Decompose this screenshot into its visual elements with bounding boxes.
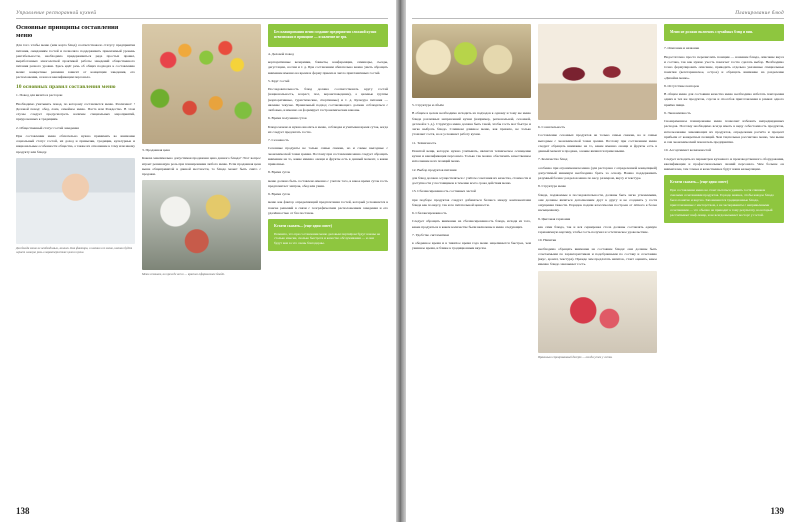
r-item-14-text: Своевременное планирование меню позволяет избежать непредвиденных расходов. Поэтому необходимо всегда иметь в виду себестоимость продуктов, использование заменяющих их продуктов, определение расчёта и процент прибыли от конкретных позиций. Чем тщательнее рассчитано меню, тем выше и сам экономический показатель предприятия. [664, 119, 785, 145]
r-item-11-text: необходимо обращать внимание на состояние блюда: они должны быть сочетаемыми по характеристикам и подобранными по составу и сочетанию (вкус, аромат, текстура). Прежде чем предлагать напиток, стоит оценить, какое именно блюдо заказывает гость. [538, 246, 658, 267]
rule-5-text: Последовательность блюд должна соответствовать кругу гостей (национальность, возраст, пол, вероисповедание), а целевые группы (корпоративные, туристические, спортивные) и т. д. Культура питания — явление текучее. Правильный подход составляющего должен соблюдаться с любовью, и именно он формирует гастрономические каноны. [268, 87, 389, 113]
rule-6-text: Блюда можно и нужно вносить в меню, соблюдая и учитывая время суток, когда их следует предлагать гостю. [268, 124, 389, 134]
r-item-5-title: 6. Сбалансированность [412, 211, 447, 215]
chef-photo [16, 158, 135, 244]
tip-box-left-title: Кстати сказать... (еще один совет) [274, 224, 332, 229]
folio-left: 138 [16, 506, 30, 516]
page-title: Основные принципы составления меню [16, 24, 119, 40]
tip-box-left-text: Помните, что при составлении меню деловым партнёрам будут важны не столько изыски, сколько быстрота и качество обслуживания — и они будут вам за это очень благодарны. [274, 231, 381, 246]
rule-3-title: 3. Продажная цена [142, 148, 170, 152]
r-item-14-title: 9. Экономичность [664, 110, 691, 115]
plates-photo [142, 180, 261, 270]
r-item-12-title: 7. Описание и название [664, 46, 700, 51]
rule-5-title: 5. Круг гостей [268, 78, 290, 83]
green-callout-left: Без планирования меню создание предприятия сложной кухни невозможно в принципе — и наличие не зря. [268, 24, 388, 47]
right-col-1 [412, 24, 531, 363]
rule-7-title: 7. Сезонность [268, 138, 289, 143]
left-page-columns [16, 24, 388, 280]
r-item-7-text: Составление сезонных продуктов не только самые свежие, но и самые выгодные с экономической точки зрения. Поэтому при составлении меню следует обращать внимание на то, какие именно овощи и фрукты есть в данный момент в продаже, а какие являются привозными. [538, 133, 658, 153]
r-item-9-text: блюда, подаваемые в последовательности, должны быть легко усвояемыми, они должны являться дополнением друг к другу и не создавать у гостя ощущения тяжести. Порядок подачи классически построен от лёгкого к более насыщенному. [538, 192, 658, 213]
left-col-3 [268, 24, 388, 280]
r-item-8-title: 7. Количество блюд [538, 157, 568, 162]
left-col-1 [16, 24, 135, 280]
r-item-9-title: 8. Структура меню [538, 184, 567, 189]
r-item-6-text: в обеденное время и в тяжёлое время года меню нацеливается быстрее, чем ужинное время, и ближе к традиционным вкусам. [412, 241, 532, 251]
rule-8-title: 8. Время суток [268, 170, 291, 175]
r-item-10-text: как сами блюда, так и вся сервировка стола должны составлять единую гармоничную картину, чтобы гость получил и эстетическое удовольствие. [538, 224, 658, 234]
rule-3-text: Какова максимально допустимая продажная цена данного блюда? Этот вопрос играет решающую роль при планировании любого меню. Если продажная цена выше общепринятой в данной местности, то блюдо может быть снято с продажи. [142, 156, 262, 176]
right-col-3 [664, 24, 784, 363]
dessert-photo-caption: Правильно сервированный десерт — всегда успех у гостя. [538, 354, 613, 359]
right-page [400, 0, 800, 522]
plates-photo-caption: Меню сезонное, но прежде всего — красиво оформленное блюдо. [142, 272, 225, 277]
r-item-3-text: для блюд должен осуществляться с учётом сочетания их качества, стоимости и доступности у поставщиков в течение всего срока действия меню. [412, 175, 532, 185]
tip-box-left [268, 219, 388, 251]
vegetables-photo [142, 24, 261, 144]
rule-4-title: 4. Деловой повод [268, 51, 294, 56]
rule-1-text: Необходимо учитывать повод, по которому составляется меню. Различают: • Деловой повод: обед, ланч, семейное меню. Паста или Рождество. В этом случае следует предусмотреть наличие специальных мероприятий, приуроченных к традициям. [16, 101, 136, 122]
r-item-13-title: 8. Отсутствие повторов [664, 83, 700, 88]
r-item-7-title: 6. Сознательность [538, 125, 566, 129]
tip-box-right-title: Кстати сказать... (еще один совет) [670, 180, 728, 185]
r-item-12-text: Недостаточно просто перечислить позиции — название блюда, описание вкуса и состава, так как нужно учесть помогает гостю сделать выбор. Необходимо точно формулировать описание, приводить отдельно указанные специальные пометки (вегетарианское, острое) и обращать внимание на разделение «Дизайна меню». [664, 54, 785, 80]
r-item-15-text: Следует исходить из параметров кухонного и производственного оборудования, квалификации и профессиональных знаний персонала. Чем больше он внимателен, тем точнее и качественнее будут ваши калькуляции. [664, 156, 785, 172]
rule-8-text: меню должно быть составлено именно с учетом того, в какое время суток гость предпочитает завтрак, обед или ужин. [268, 178, 389, 188]
rule-2-title: 2. Общественный статус гостей заведения [16, 125, 79, 130]
r-item-8-text: особенно при ограниченном меню (для ресторана с определенной концепцией) допустимый минимум необходимо брать за основу. Важно поддерживать разумный баланс разделов меню по весу, размерам, вкусу и текстуре. [538, 165, 658, 180]
folio-right: 139 [770, 506, 784, 516]
r-item-3-title: 12. Выбор продуктов питания [412, 167, 457, 172]
rule-9-text: меню как фактор определяющий предпочтения гостей, который усложняется в поиске решений в связи с географическим расположением заведения и его удалённостью от баз поставок. [268, 200, 389, 215]
r-item-11-title: 10. Напитки [538, 238, 557, 243]
basket-photo [412, 24, 531, 98]
dessert-photo [538, 271, 657, 353]
r-item-10-title: 9. Цветовая гармония [538, 216, 571, 221]
tip-box-right-text: При составлении меню не стоит пытаться удивить гостя слишком смелыми сочетаниями продуктов. Гораздо важнее, чтобы каждое блюдо было понятно и вкусно. Запоминаются традиционные блюда, приготовленные с мастерством, а не эксперименты с непривычными сочетаниями — это обычно не приводит к тому результату, на который рассчитывает шеф-повар, и не всегда вызывает восторг у гостей. [670, 187, 774, 217]
right-col-2 [538, 24, 657, 363]
r-item-2-title: 11. Техничность [412, 140, 437, 145]
r-item-6-title: 7. Удобство систематики [412, 232, 449, 237]
tip-box-right [664, 175, 784, 222]
rule-9-title: 9. Время суток [268, 192, 291, 197]
rule-1-title: 1. Повод для визита в ресторан [16, 93, 63, 98]
rule-7-text: Сезонные продукты не только самые свежие, но и самые выгодные с экономической точки зрения. Поэтому при составлении меню следует обращать внимание на то, какие именно овощи и фрукты есть в данный момент, а какие привозные. [268, 146, 389, 167]
r-item-4-text: при подборе продуктов следует добиваться баланса между компонентами блюда как по вкусу, так и по питательной ценности. [412, 197, 532, 207]
r-item-13-text: В общем меню для состояния качества меню необходимо избегать повторения одних и тех же продуктов, соусов и способов приготовления в рамках одного приёма пищи. [664, 92, 785, 107]
right-page-columns [412, 24, 784, 363]
intro-paragraph: Для того чтобы меню (или карта блюд) соответствовало статусу предприятия питания, ожиданиям гостей и позволяло поддерживать приемлемый уровень рентабельности, необходимо придерживаться ряда простых правил, выработанных многолетней практикой работы заведений общественного питания разного уровня. Здесь идёт речь об общих подходах к составлению меню: конкретные решения зависят от концепции заведения, его расположения, сезона и квалификации персонала. [16, 43, 136, 79]
r-item-15-title: 10. Ассортимент возможностей [664, 148, 711, 153]
r-item-1-title: 5. Структура и объём [412, 103, 444, 107]
rule-6-title: 6. Время получения суток [268, 116, 307, 121]
r-item-1-text: В общем в целом необходимо исходить из подходов к одному и тому же меню блюда различных направлений кухни (например, региональной, сезонной, детской и т. д.). Структура меню должна быть такой, чтобы гость мог быстро и легко выбрать блюдо. Слишком длинное меню, как правило, не только утомляет гостя, но и усложняет работу кухни. [412, 111, 532, 137]
r-item-4-title: 13. Сбалансированность составных частей [412, 189, 476, 194]
running-head-left: Управление ресторанной кухней [16, 10, 388, 19]
table-setting-photo [538, 24, 657, 120]
r-item-5-text: Следует обращать внимание на сбалансированность блюда, исходя из того, какие продукты и в каком количестве были включены в меню следующих. [412, 219, 532, 229]
chef-photo-caption: Для блюда меню не необходимых, лишних. Как фактора, и именно его меню, именно будет играет главную роль в характеристике целого кухни. [16, 245, 133, 255]
r-item-2-text: Понятой вещи, которую нужно учитывать, является техническое оснащение кухни и квалификация персонала. Только так можно обеспечить качественное исполнение всех позиций меню. [412, 148, 532, 164]
subhead-rules: 10 основных правил составления меню [16, 84, 116, 91]
rule-4-text: корпоративные вечеринки, банкеты, конференции, семинары, съезды, дегустации, сессии и т. д. При составлении обязательно важно уметь обращать внимание именно на время и форму приема и число приглашённых гостей. [268, 60, 389, 75]
left-col-2 [142, 24, 261, 280]
rule-2-text: При составлении меню обязательно нужно принимать во внимание социальный статус гостей, их доход и привычки, традиции, культурные и национальные особенности общества, а также их отношение к тому или иному продукту или блюду. [16, 133, 136, 154]
green-callout-right: Меню не должно включать случайных блюд и вин. [664, 24, 784, 41]
running-head-right: Планирование блюд [412, 10, 784, 19]
